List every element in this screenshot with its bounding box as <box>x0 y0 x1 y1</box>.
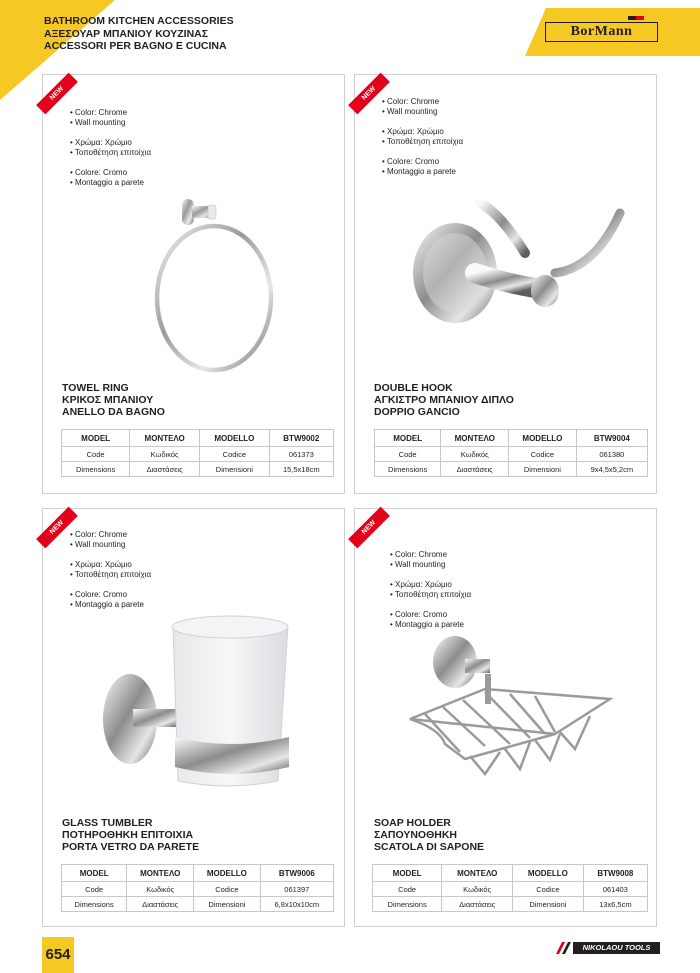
model-cell: BTW9002 <box>269 430 333 447</box>
product-name-en: DOUBLE HOOK <box>374 382 453 394</box>
table-row <box>62 430 334 447</box>
table-row <box>62 882 334 897</box>
feature-item: • Τοποθέτηση επιτοίχια <box>70 148 151 158</box>
table-row <box>375 462 648 477</box>
section-title-el: ΑΞΕΣΟΥΑΡ ΜΠΑΝΙΟΥ ΚΟΥΖΙΝΑΣ <box>44 27 209 40</box>
product-card-towel-ring <box>42 74 345 494</box>
feature-item: • Χρώμα: Χρώμιο <box>70 560 151 570</box>
feature-item: • Colore: Cromo <box>382 157 463 167</box>
double-hook-image <box>405 193 635 353</box>
code-cell: 061403 <box>583 882 647 897</box>
feature-item: • Wall mounting <box>382 107 463 117</box>
feature-item: • Montaggio a parete <box>390 620 471 630</box>
brand-flag <box>628 16 652 20</box>
table-cell: Code <box>62 447 130 462</box>
code-cell: 061380 <box>576 447 647 462</box>
table-cell: Code <box>373 882 442 897</box>
feature-item: • Χρώμα: Χρώμιο <box>382 127 463 137</box>
feature-list <box>70 108 151 198</box>
spec-table <box>374 429 648 477</box>
product-card-glass-tumbler <box>42 508 345 927</box>
table-cell: ΜΟΝΤΕΛΟ <box>441 430 509 447</box>
feature-list <box>70 530 151 620</box>
section-title <box>44 15 234 53</box>
soap-holder-image <box>405 634 635 784</box>
new-badge: NEW <box>348 73 390 115</box>
table-cell: Κωδικός <box>127 882 194 897</box>
product-name <box>62 382 165 418</box>
table-cell: Διαστάσεις <box>130 462 200 477</box>
product-name-el: ΣΑΠΟΥΝΟΘΗΚΗ <box>374 829 458 841</box>
feature-item: • Χρώμα: Χρώμιο <box>390 580 471 590</box>
product-name-el: ΠΟΤΗΡΟΘΗΚΗ ΕΠΙΤΟΙΧΙΑ <box>62 829 194 841</box>
product-name-it: ANELLO DA BAGNO <box>62 406 165 418</box>
table-cell: MODEL <box>62 430 130 447</box>
dimensions-cell: 15,5x18cm <box>269 462 333 477</box>
table-cell: Code <box>375 447 441 462</box>
table-cell: Dimensions <box>62 462 130 477</box>
table-cell: Dimensioni <box>509 462 577 477</box>
product-name <box>374 817 484 853</box>
table-cell: MODELLO <box>509 430 577 447</box>
product-name-it: DOPPIO GANCIO <box>374 406 460 418</box>
table-cell: Κωδικός <box>441 447 509 462</box>
product-name-el: ΚΡΙΚΟΣ ΜΠΑΝΙΟΥ <box>62 394 154 406</box>
table-row <box>62 462 334 477</box>
model-cell: BTW9006 <box>260 865 333 882</box>
model-cell: BTW9008 <box>583 865 647 882</box>
product-card-double-hook <box>354 74 657 494</box>
table-row <box>375 430 648 447</box>
feature-item: • Montaggio a parete <box>70 600 151 610</box>
table-cell: Codice <box>194 882 261 897</box>
section-title-en: BATHROOM KITCHEN ACCESSORIES <box>44 15 234 27</box>
dimensions-cell: 9x4,5x5,2cm <box>576 462 647 477</box>
feature-item: • Wall mounting <box>70 540 151 550</box>
feature-list <box>390 550 471 640</box>
table-cell: Codice <box>200 447 270 462</box>
table-cell: ΜΟΝΤΕΛΟ <box>127 865 194 882</box>
table-cell: Dimensioni <box>194 897 261 912</box>
table-cell: Διαστάσεις <box>127 897 194 912</box>
partner-logo-text: NIKOLAOU TOOLS <box>573 942 660 954</box>
table-cell: Code <box>62 882 127 897</box>
table-cell: Dimensioni <box>513 897 584 912</box>
towel-ring-image <box>146 193 286 383</box>
code-cell: 061373 <box>269 447 333 462</box>
model-cell: BTW9004 <box>576 430 647 447</box>
table-row <box>373 865 648 882</box>
feature-item: • Color: Chrome <box>382 97 463 107</box>
feature-item: • Color: Chrome <box>390 550 471 560</box>
product-name <box>374 382 514 418</box>
nikolaou-mark-icon <box>556 942 572 954</box>
feature-item: • Wall mounting <box>390 560 471 570</box>
glass-tumbler-image <box>93 609 333 799</box>
code-cell: 061397 <box>260 882 333 897</box>
table-cell: Κωδικός <box>442 882 513 897</box>
product-name-it: SCATOLA DI SAPONE <box>374 841 485 853</box>
feature-item: • Colore: Cromo <box>390 610 471 620</box>
spec-table <box>372 864 648 912</box>
feature-item: • Colore: Cromo <box>70 168 151 178</box>
table-cell: MODELLO <box>200 430 270 447</box>
table-cell: ΜΟΝΤΕΛΟ <box>130 430 200 447</box>
feature-item: • Τοποθέτηση επιτοίχια <box>70 570 151 580</box>
product-name-en: TOWEL RING <box>62 382 129 394</box>
partner-logo <box>556 941 660 955</box>
section-title-it: ACCESSORI PER BAGNO E CUCINA <box>44 40 227 52</box>
product-card-soap-holder <box>354 508 657 927</box>
feature-item: • Χρώμα: Χρώμιο <box>70 138 151 148</box>
product-name <box>62 817 199 853</box>
product-name-el: ΑΓΚΙΣΤΡΟ ΜΠΑΝΙΟΥ ΔΙΠΛΟ <box>374 394 514 406</box>
table-cell: Διαστάσεις <box>442 897 513 912</box>
table-cell: Dimensions <box>375 462 441 477</box>
table-row <box>62 897 334 912</box>
feature-item: • Τοποθέτηση επιτοίχια <box>390 590 471 600</box>
product-name-en: GLASS TUMBLER <box>62 817 153 829</box>
table-cell: Dimensions <box>373 897 442 912</box>
table-cell: MODELLO <box>194 865 261 882</box>
product-name-it: PORTA VETRO DA PARETE <box>62 841 200 853</box>
new-badge: NEW <box>36 507 78 549</box>
table-row <box>62 865 334 882</box>
table-cell: MODEL <box>373 865 442 882</box>
feature-item: • Montaggio a parete <box>382 167 463 177</box>
feature-item: • Montaggio a parete <box>70 178 151 188</box>
table-cell: MODELLO <box>513 865 584 882</box>
table-row <box>62 447 334 462</box>
dimensions-cell: 13x6,5cm <box>583 897 647 912</box>
spec-table <box>61 429 334 477</box>
table-cell: Dimensions <box>62 897 127 912</box>
feature-item: • Wall mounting <box>70 118 151 128</box>
table-cell: MODEL <box>375 430 441 447</box>
feature-item: • Color: Chrome <box>70 530 151 540</box>
table-cell: Διαστάσεις <box>441 462 509 477</box>
product-name-en: SOAP HOLDER <box>374 817 451 829</box>
table-row <box>375 447 648 462</box>
table-row <box>373 882 648 897</box>
new-badge: NEW <box>348 507 390 549</box>
feature-list <box>382 97 463 187</box>
new-badge: NEW <box>36 73 78 115</box>
dimensions-cell: 6,8x10x10cm <box>260 897 333 912</box>
table-cell: ΜΟΝΤΕΛΟ <box>442 865 513 882</box>
table-cell: MODEL <box>62 865 127 882</box>
table-cell: Codice <box>509 447 577 462</box>
brand-logo: BorMann <box>545 22 658 42</box>
feature-item: • Colore: Cromo <box>70 590 151 600</box>
table-cell: Κωδικός <box>130 447 200 462</box>
feature-item: • Τοποθέτηση επιτοίχια <box>382 137 463 147</box>
table-row <box>373 897 648 912</box>
spec-table <box>61 864 334 912</box>
table-cell: Codice <box>513 882 584 897</box>
feature-item: • Color: Chrome <box>70 108 151 118</box>
page-number: 654 <box>42 937 74 973</box>
table-cell: Dimensioni <box>200 462 270 477</box>
